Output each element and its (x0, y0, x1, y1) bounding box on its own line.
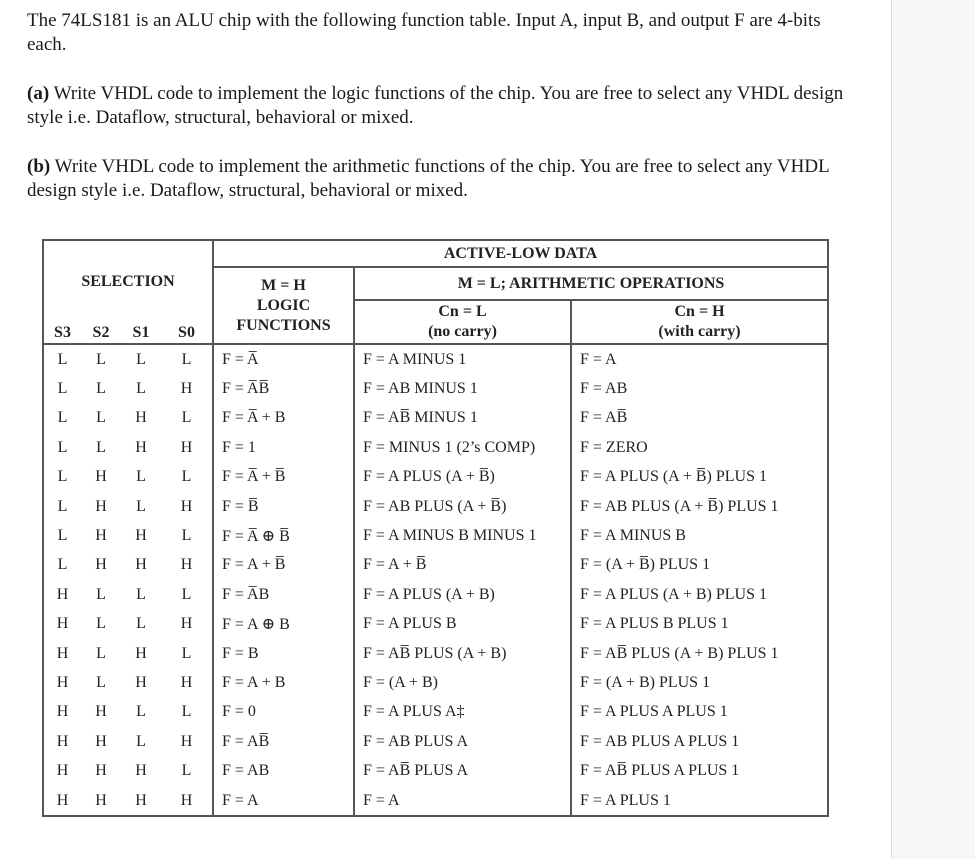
table-row (43, 374, 828, 403)
selection-s2-cell: H (95, 703, 107, 721)
table-row (43, 404, 828, 433)
no-carry-cell: F = AB̅ MINUS 1 (354, 404, 571, 433)
selection-s0-cell: H (161, 433, 213, 462)
selection-s3-cell: L (57, 556, 68, 574)
selection-s0-cell: L (161, 404, 213, 433)
with-carry-cell: F = A PLUS B PLUS 1 (580, 615, 729, 633)
with-carry-cell: F = ZERO (580, 438, 648, 456)
table-row (43, 580, 828, 609)
no-carry-cell: F = AB̅ PLUS A (354, 756, 571, 785)
no-carry-cell: F = AB MINUS 1 (354, 374, 571, 403)
table-row (43, 786, 828, 816)
selection-s0-cell: H (161, 551, 213, 580)
selection-s2-cell: H (95, 527, 107, 545)
table-row (43, 610, 828, 639)
no-carry-cell: F = AB PLUS (A + B̅) (354, 492, 571, 521)
selection-s0-cell: L (161, 756, 213, 785)
with-carry-cell: F = A PLUS (A + B̅) PLUS 1 (580, 468, 767, 486)
part-b-paragraph (27, 155, 847, 203)
selection-s2-cell: H (95, 791, 107, 809)
selection-s2-cell: L (96, 438, 106, 456)
with-carry-cell: F = A PLUS (A + B) PLUS 1 (580, 585, 767, 603)
selection-s1-cell: L (136, 615, 146, 633)
table-row (43, 698, 828, 727)
cn-high-header: Cn = H (with carry) (571, 300, 828, 344)
selection-s0-cell: H (161, 786, 213, 816)
logic-functions-header: M = H LOGIC FUNCTIONS (213, 267, 354, 344)
selection-s3-cell: H (56, 644, 69, 662)
with-carry-cell: F = AB̅ (580, 409, 628, 427)
selection-s3-cell: L (57, 409, 68, 427)
part-a-text: Write VHDL code to implement the logic functions of the chip. You are free to select any VHDL design style i.e. Dataflow, structural, behavioral or mixed. (27, 83, 844, 128)
selection-s1-cell: H (135, 438, 147, 456)
selection-s1-cell: H (135, 527, 147, 545)
with-carry-cell: F = AB PLUS A PLUS 1 (580, 732, 740, 750)
table-body (43, 344, 828, 816)
with-carry-cell: F = AB PLUS (A + B̅) PLUS 1 (580, 497, 779, 515)
selection-s0-cell: H (161, 492, 213, 521)
selection-s2-cell: H (95, 762, 107, 780)
table-row (43, 521, 828, 550)
selection-s3-cell: L (57, 380, 68, 398)
logic-function-cell: F = A̅ ⊕ B̅ (213, 521, 354, 550)
table-row (43, 551, 828, 580)
with-carry-cell: F = A MINUS B (580, 527, 686, 545)
part-b-label: (b) (27, 156, 51, 177)
selection-s3-cell: L (57, 527, 68, 545)
selection-s0-cell: H (161, 374, 213, 403)
selection-s1-cell: H (135, 762, 147, 780)
selection-s0-cell: H (161, 668, 213, 697)
table-row (43, 668, 828, 697)
part-b-text: Write VHDL code to implement the arithmetic functions of the chip. You are free to select any VHDL design style i.e. Dataflow, structural, behavioral or mixed. (27, 156, 829, 201)
selection-s1-cell: L (136, 585, 146, 603)
selection-s3-cell: L (57, 438, 68, 456)
side-panel (891, 0, 975, 859)
col-header-s3: S3 (43, 322, 81, 344)
selection-s2-cell: L (96, 409, 106, 427)
col-header-s2: S2 (81, 322, 121, 344)
selection-s1-cell: H (135, 556, 147, 574)
logic-function-cell: F = A + B (213, 668, 354, 697)
selection-s1-cell: L (136, 468, 146, 486)
logic-function-cell: F = AB̅ (213, 727, 354, 756)
logic-function-cell: F = A̅ + B (213, 404, 354, 433)
selection-s0-cell: H (161, 727, 213, 756)
selection-s1-cell: H (135, 409, 147, 427)
no-carry-cell: F = AB PLUS A (354, 727, 571, 756)
table-row (43, 463, 828, 492)
selection-s2-cell: L (96, 615, 106, 633)
with-carry-cell: F = A (580, 350, 617, 368)
logic-function-cell: F = A (213, 786, 354, 816)
selection-s3-cell: L (57, 497, 68, 515)
table-row (43, 433, 828, 462)
selection-s3-cell: H (56, 732, 69, 750)
logic-function-cell: F = AB (213, 756, 354, 785)
no-carry-cell: F = A PLUS A‡ (354, 698, 571, 727)
selection-s0-cell: L (161, 639, 213, 668)
selection-s2-cell: L (96, 350, 106, 368)
with-carry-cell: F = AB (580, 380, 628, 398)
selection-s1-cell: L (136, 350, 146, 368)
arithmetic-header: M = L; ARITHMETIC OPERATIONS (354, 267, 828, 300)
no-carry-cell: F = A PLUS (A + B̅) (354, 463, 571, 492)
selection-s3-cell: H (56, 615, 69, 633)
selection-s0-cell: L (161, 580, 213, 609)
selection-header: SELECTION (43, 240, 213, 322)
no-carry-cell: F = A PLUS (A + B) (354, 580, 571, 609)
no-carry-cell: F = A MINUS B MINUS 1 (354, 521, 571, 550)
table-row (43, 756, 828, 785)
selection-s2-cell: H (95, 468, 107, 486)
no-carry-cell: F = A + B̅ (354, 551, 571, 580)
selection-s0-cell: L (161, 698, 213, 727)
with-carry-cell: F = AB̅ PLUS A PLUS 1 (580, 762, 740, 780)
selection-s2-cell: L (96, 585, 106, 603)
selection-s2-cell: L (96, 644, 106, 662)
selection-s1-cell: L (136, 732, 146, 750)
selection-s3-cell: L (57, 468, 68, 486)
selection-s1-cell: L (136, 703, 146, 721)
no-carry-cell: F = A PLUS B (354, 610, 571, 639)
selection-s1-cell: H (135, 644, 147, 662)
selection-s0-cell: L (161, 521, 213, 550)
selection-s3-cell: H (56, 762, 69, 780)
selection-s1-cell: L (136, 380, 146, 398)
active-low-header: ACTIVE-LOW DATA (213, 240, 828, 267)
selection-s0-cell: L (161, 463, 213, 492)
selection-s3-cell: H (56, 585, 69, 603)
selection-s2-cell: H (95, 732, 107, 750)
selection-s2-cell: L (96, 673, 106, 691)
table-row (43, 344, 828, 374)
selection-s0-cell: L (161, 344, 213, 374)
selection-s1-cell: L (136, 497, 146, 515)
selection-s1-cell: H (135, 791, 147, 809)
intro-paragraph: The 74LS181 is an ALU chip with the following function table. Input A, input B, and output F are 4-bits each. (27, 10, 821, 55)
with-carry-cell: F = A PLUS 1 (580, 791, 671, 809)
logic-function-cell: F = A + B̅ (213, 551, 354, 580)
logic-function-cell: F = A ⊕ B (213, 610, 354, 639)
no-carry-cell: F = AB̅ PLUS (A + B) (354, 639, 571, 668)
selection-s2-cell: H (95, 497, 107, 515)
logic-function-cell: F = A̅ + B̅ (213, 463, 354, 492)
logic-function-cell: F = A̅ (213, 344, 354, 374)
selection-s0-cell: H (161, 610, 213, 639)
selection-s3-cell: H (56, 703, 69, 721)
logic-function-cell: F = 0 (213, 698, 354, 727)
col-header-s1: S1 (121, 322, 161, 344)
selection-s2-cell: H (95, 556, 107, 574)
no-carry-cell: F = A (354, 786, 571, 816)
alu-function-table (42, 239, 829, 817)
logic-function-cell: F = A̅B (213, 580, 354, 609)
with-carry-cell: F = A PLUS A PLUS 1 (580, 703, 728, 721)
selection-s2-cell: L (96, 380, 106, 398)
with-carry-cell: F = (A + B) PLUS 1 (580, 673, 711, 691)
logic-function-cell: F = A̅B̅ (213, 374, 354, 403)
no-carry-cell: F = (A + B) (354, 668, 571, 697)
selection-s3-cell: H (56, 791, 69, 809)
table-row (43, 727, 828, 756)
with-carry-cell: F = (A + B̅) PLUS 1 (580, 556, 711, 574)
no-carry-cell: F = A MINUS 1 (354, 344, 571, 374)
logic-function-cell: F = 1 (213, 433, 354, 462)
selection-s3-cell: L (57, 350, 68, 368)
with-carry-cell: F = AB̅ PLUS (A + B) PLUS 1 (580, 644, 779, 662)
selection-s3-cell: H (56, 673, 69, 691)
cn-low-header: Cn = L (no carry) (354, 300, 571, 344)
logic-function-cell: F = B (213, 639, 354, 668)
col-header-s0: S0 (161, 322, 213, 344)
table-row (43, 639, 828, 668)
logic-function-cell: F = B̅ (213, 492, 354, 521)
part-a-paragraph (27, 82, 847, 130)
no-carry-cell: F = MINUS 1 (2’s COMP) (354, 433, 571, 462)
table-row (43, 492, 828, 521)
part-a-label: (a) (27, 83, 50, 104)
selection-s1-cell: H (135, 673, 147, 691)
